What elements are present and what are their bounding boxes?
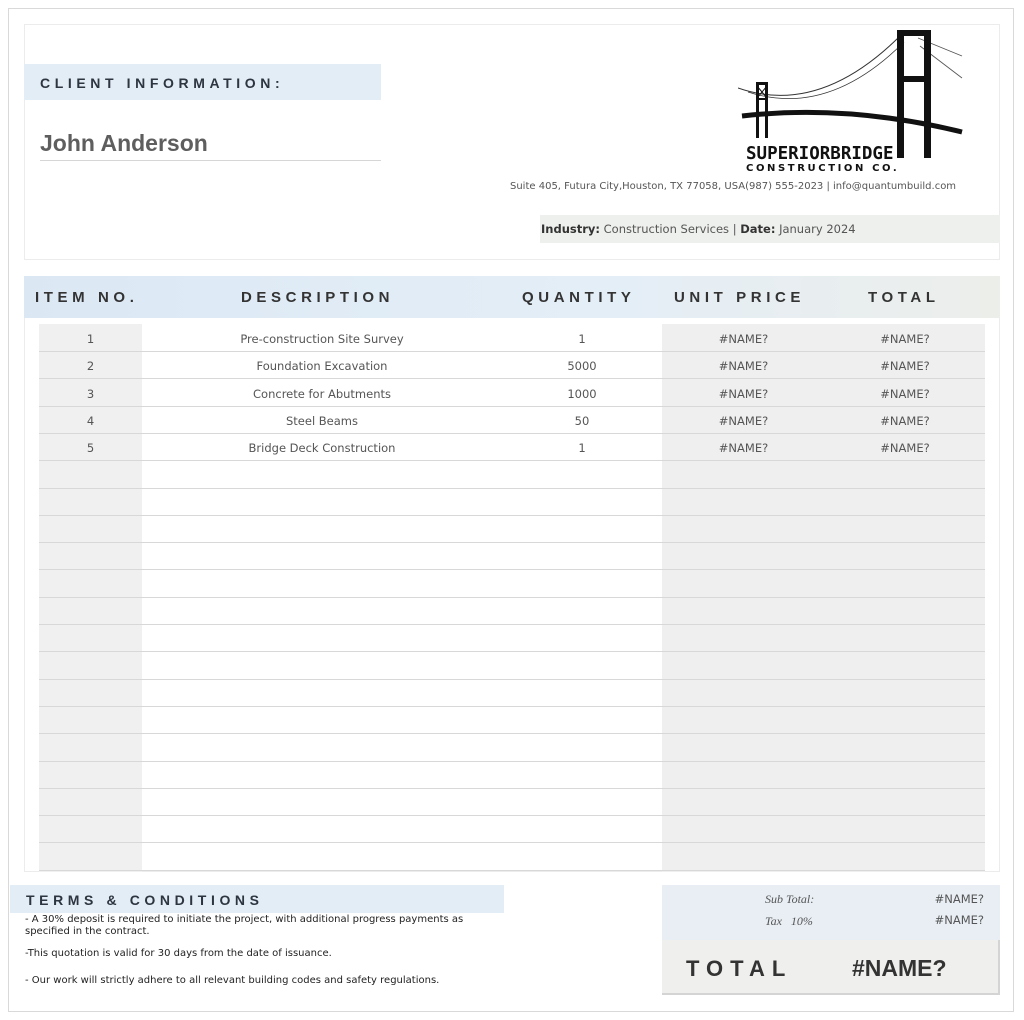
table-row <box>39 352 985 379</box>
cell-unit-price: #NAME? <box>718 413 769 428</box>
table-row <box>39 816 985 843</box>
subtotal-label: Sub Total: <box>765 892 815 906</box>
subtotal-value: #NAME? <box>934 892 984 906</box>
cell-description: Concrete for Abutments <box>253 386 391 401</box>
term-item: -This quotation is valid for 30 days from the date of issuance. <box>25 948 332 959</box>
tax-label: Tax 10% <box>765 914 813 928</box>
table-row <box>39 625 985 652</box>
term-item: - A 30% deposit is required to initiate the project, with additional progress payments as specified in the contract. <box>25 914 464 937</box>
cell-total: #NAME? <box>880 386 930 401</box>
tax-rate: 10% <box>790 914 813 928</box>
header-total: TOTAL <box>868 289 940 306</box>
cell-item-no: 2 <box>86 359 95 374</box>
table-row <box>39 598 985 625</box>
cell-total: #NAME? <box>880 441 930 456</box>
cell-quantity: 1000 <box>567 386 597 401</box>
term-item: - Our work will strictly adhere to all relevant building codes and safety regulations. <box>25 975 440 986</box>
cell-item-no: 3 <box>86 386 95 401</box>
cell-unit-price: #NAME? <box>718 332 769 346</box>
logo-name: SUPERIORBRIDGE <box>746 144 894 164</box>
grand-total-value: #NAME? <box>852 955 947 981</box>
table-row <box>39 380 985 407</box>
table-row <box>39 434 985 461</box>
client-name: John Anderson <box>40 130 381 161</box>
table-row <box>39 571 985 598</box>
terms-label: TERMS & CONDITIONS <box>10 885 504 913</box>
company-logo <box>738 26 966 176</box>
grand-total-box <box>662 940 1000 995</box>
cell-description: Bridge Deck Construction <box>248 441 396 456</box>
tax-value: #NAME? <box>934 913 984 927</box>
separator: | <box>732 222 737 236</box>
cell-unit-price: #NAME? <box>718 441 769 456</box>
cell-unit-price: #NAME? <box>718 386 769 401</box>
date-value: January 2024 <box>779 222 856 236</box>
logo-subtitle: CONSTRUCTION CO. <box>746 163 900 174</box>
header-quantity: QUANTITY <box>522 289 636 306</box>
cell-total: #NAME? <box>880 332 930 346</box>
table-row <box>39 707 985 734</box>
table-row <box>39 789 985 816</box>
header-description: DESCRIPTION <box>241 289 395 306</box>
table-row <box>39 680 985 707</box>
cell-item-no: 5 <box>86 441 95 456</box>
cell-total: #NAME? <box>880 413 930 428</box>
cell-quantity: 50 <box>574 413 590 428</box>
industry-date-bar <box>540 215 1000 243</box>
client-info-label: CLIENT INFORMATION: <box>24 64 381 100</box>
table-row <box>39 325 985 352</box>
cell-quantity: 1 <box>578 332 586 346</box>
table-header <box>24 276 1000 318</box>
table-row <box>39 762 985 789</box>
grand-total-label: TOTAL <box>686 956 793 981</box>
table-row <box>39 516 985 543</box>
industry-value: Construction Services <box>603 222 730 236</box>
table-row <box>39 735 985 762</box>
table-row <box>39 543 985 570</box>
cell-description: Foundation Excavation <box>256 359 388 374</box>
company-address: Suite 405, Futura City,Houston, TX 77058, USA(987) 555-2023 | info@quantumbuild.com <box>510 181 957 192</box>
table-row <box>39 462 985 489</box>
cell-unit-price: #NAME? <box>718 359 769 374</box>
cell-item-no: 4 <box>86 413 95 428</box>
cell-quantity: 1 <box>578 441 586 456</box>
table-row <box>39 489 985 516</box>
table-row <box>39 407 985 434</box>
table-row <box>39 653 985 680</box>
cell-description: Pre-construction Site Survey <box>240 332 404 346</box>
header-unit-price: UNIT PRICE <box>674 289 806 306</box>
cell-quantity: 5000 <box>567 359 597 374</box>
cell-total: #NAME? <box>880 359 930 374</box>
table-row <box>39 844 985 871</box>
cell-item-no: 1 <box>86 332 95 346</box>
date-label: Date: <box>740 222 776 236</box>
cell-description: Steel Beams <box>285 413 358 428</box>
header-item-no: ITEM NO. <box>35 289 139 306</box>
industry-label: Industry: <box>541 222 600 236</box>
